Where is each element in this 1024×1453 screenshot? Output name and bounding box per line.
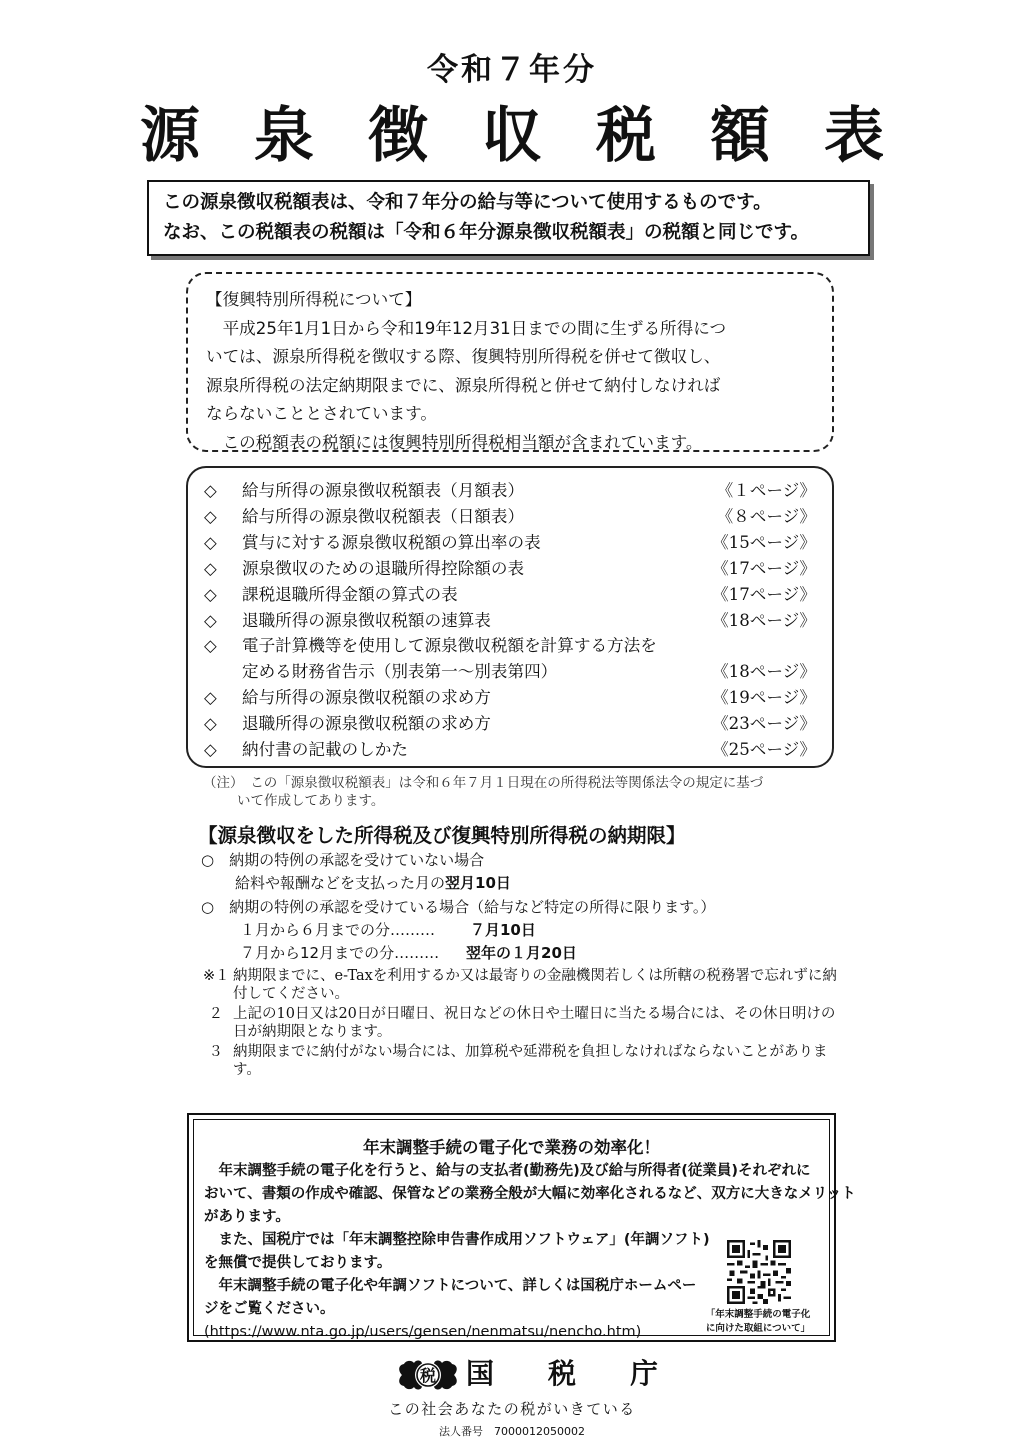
toc-item[interactable] bbox=[204, 685, 816, 711]
footnote bbox=[203, 1006, 843, 1041]
agency-char: 国 bbox=[466, 1357, 495, 1390]
qr-code-icon[interactable] bbox=[727, 1240, 791, 1304]
title-char: 徴 bbox=[368, 101, 428, 171]
toc-page: 《18ページ》 bbox=[712, 662, 816, 682]
note-prefix: （注） bbox=[203, 775, 237, 791]
diamond-icon: ◇ bbox=[204, 610, 217, 630]
reconstruction-tax-box bbox=[186, 272, 834, 452]
deadline-footnotes bbox=[203, 968, 843, 1082]
toc-item[interactable] bbox=[204, 737, 816, 763]
footnote-text: 納期限までに納付がない場合には、加算税や延滞税を負担しなければならないことがあります。 bbox=[233, 1044, 828, 1078]
legal-basis-note bbox=[203, 774, 763, 810]
reconstruction-tax-line: この税額表の税額には復興特別所得税相当額が含まれています。 bbox=[222, 432, 703, 452]
agency-char: 税 bbox=[547, 1357, 576, 1390]
toc-page: 《18ページ》 bbox=[712, 610, 816, 630]
toc-label: 定める財務省告示（別表第一～別表第四） bbox=[242, 662, 558, 682]
toc-item[interactable] bbox=[204, 530, 816, 556]
body-line: おいて、書類の作成や確認、保管などの業務全般が大幅に効率化されるなど、双方に大きなメリット bbox=[204, 1186, 856, 1202]
toc-page: 《17ページ》 bbox=[712, 584, 816, 604]
body-line: また、国税庁では「年末調整控除申告書作成用ソフトウェア」(年調ソフト) bbox=[204, 1232, 710, 1248]
toc-item[interactable] bbox=[204, 659, 816, 685]
toc-label: 給与所得の源泉徴収税額表（日額表） bbox=[242, 506, 525, 526]
qr-code-caption bbox=[694, 1308, 822, 1336]
footnote-text: 納期限までに、e-Taxを利用するか又は最寄りの金融機関若しくは所轄の税務署で忘れずに納付してください。 bbox=[233, 968, 837, 1002]
toc-page: 《23ページ》 bbox=[712, 714, 816, 734]
deadline-heading: 【源泉徴収をした所得税及び復興特別所得税の納期限】 bbox=[198, 824, 686, 847]
body-line: ジをご覧ください。 bbox=[204, 1301, 335, 1317]
agency-name bbox=[466, 1356, 658, 1392]
qr-caption-line: 「年末調整手続の電子化 bbox=[705, 1309, 811, 1320]
toc-label: 課税退職所得金額の算式の表 bbox=[242, 584, 458, 604]
reconstruction-tax-line: ならないこととされています。 bbox=[206, 404, 437, 424]
toc-item[interactable] bbox=[204, 504, 816, 530]
note-line: この「源泉徴収税額表」は令和６年７月１日現在の所得税法等関係法令の規定に基づ bbox=[250, 775, 764, 791]
toc-page: 《８ページ》 bbox=[716, 506, 816, 526]
deadline-period2-label: ７月から12月までの分……… bbox=[240, 944, 440, 962]
title-char: 税 bbox=[596, 101, 656, 171]
notice-line: なお、この税額表の税額は「令和６年分源泉徴収税額表」の税額と同じです。 bbox=[163, 222, 810, 243]
reconstruction-tax-line: 平成25年1月1日から令和19年12月31日までの間に生ずる所得につ bbox=[222, 318, 727, 338]
title-char: 表 bbox=[824, 101, 884, 171]
deadline-case1-detail-text: 給料や報酬などを支払った月の bbox=[235, 874, 446, 892]
footnote-number: ３ bbox=[208, 1044, 223, 1060]
toc-label: 賞与に対する源泉徴収税額の算出率の表 bbox=[242, 532, 541, 552]
diamond-icon: ◇ bbox=[204, 688, 217, 708]
diamond-icon: ◇ bbox=[204, 714, 217, 734]
reconstruction-tax-line: 源泉所得税の法定納期限までに、源泉所得税と併せて納付しなければ bbox=[206, 375, 721, 395]
agency-char: 庁 bbox=[629, 1357, 658, 1390]
toc-page: 《17ページ》 bbox=[712, 558, 816, 578]
deadline-case1-detail bbox=[235, 872, 511, 895]
deadline-case1: ○ 納期の特例の承認を受けていない場合 bbox=[201, 851, 485, 869]
toc-label: 退職所得の源泉徴収税額の速算表 bbox=[242, 610, 491, 630]
reconstruction-tax-line: いては、源泉所得税を徴収する際、復興特別所得税を併せて徴収し、 bbox=[206, 347, 721, 367]
toc-label: 電子計算機等を使用して源泉徴収税額を計算する方法を bbox=[242, 636, 657, 656]
title-char: 泉 bbox=[254, 101, 314, 171]
agency-slogan: この社会あなたの税がいきている bbox=[388, 1400, 636, 1418]
footnote-text: 上記の10日又は20日が日曜日、祝日などの休日や土曜日に当たる場合には、その休日明けの日が納期限となります。 bbox=[233, 1006, 836, 1040]
body-line: を無償で提供しております。 bbox=[204, 1255, 392, 1271]
diamond-icon: ◇ bbox=[204, 636, 217, 656]
toc-label: 納付書の記載のしかた bbox=[242, 740, 408, 760]
note-line: いて作成してあります。 bbox=[237, 793, 385, 809]
year-heading: 令和７年分 bbox=[427, 52, 597, 88]
toc-marker bbox=[204, 659, 242, 685]
body-line: 年末調整手続の電子化を行うと、給与の支払者(勤務先)及び給与所得者(従業員)それぞれに bbox=[204, 1163, 811, 1179]
diamond-icon: ◇ bbox=[204, 740, 217, 760]
footnote bbox=[203, 1044, 843, 1079]
footnote-number: ※１ bbox=[203, 968, 230, 984]
year-end-adjustment-title: 年末調整手続の電子化で業務の効率化！ bbox=[363, 1138, 660, 1157]
nta-logo-icon bbox=[396, 1357, 460, 1393]
notice-line: この源泉徴収税額表は、令和７年分の給与等について使用するものです。 bbox=[163, 192, 772, 213]
logo-char: 税 bbox=[419, 1366, 437, 1385]
toc-item[interactable] bbox=[204, 582, 816, 608]
deadline-case2-paren: （給与など特定の所得に限ります。） bbox=[469, 898, 716, 916]
deadline-case2 bbox=[201, 896, 715, 919]
corporate-number: 法人番号 7000012050002 bbox=[439, 1425, 585, 1438]
main-title bbox=[140, 103, 884, 169]
toc-item[interactable] bbox=[204, 556, 816, 582]
toc-page: 《25ページ》 bbox=[712, 740, 816, 760]
deadline-period2-due: 翌年の１月20日 bbox=[466, 944, 577, 962]
reconstruction-tax-heading: 【復興特別所得税について】 bbox=[206, 290, 422, 309]
title-char: 額 bbox=[710, 101, 770, 171]
toc-page: 《15ページ》 bbox=[712, 532, 816, 552]
diamond-icon: ◇ bbox=[204, 532, 217, 552]
deadline-next-month-10th: 翌月10日 bbox=[445, 874, 511, 892]
toc-item[interactable] bbox=[204, 608, 816, 634]
body-line: 年末調整手続の電子化や年調ソフトについて、詳しくは国税庁ホームペー bbox=[204, 1278, 697, 1294]
toc-page: 《19ページ》 bbox=[712, 688, 816, 708]
toc-item[interactable] bbox=[204, 711, 816, 737]
toc-item[interactable] bbox=[204, 633, 816, 659]
diamond-icon: ◇ bbox=[204, 558, 217, 578]
year-end-adjustment-box bbox=[187, 1113, 856, 1342]
footnote-number: ２ bbox=[208, 1006, 223, 1022]
deadline-period1-label: １月から６月までの分……… bbox=[240, 921, 436, 939]
toc-label: 給与所得の源泉徴収税額の求め方 bbox=[242, 688, 491, 708]
toc-label: 給与所得の源泉徴収税額表（月額表） bbox=[242, 481, 525, 500]
deadline-period1-due: ７月10日 bbox=[470, 921, 536, 939]
diamond-icon: ◇ bbox=[204, 506, 217, 526]
diamond-icon: ◇ bbox=[204, 481, 217, 500]
toc-page: 《１ページ》 bbox=[716, 481, 816, 500]
deadline-case2-label: ○ 納期の特例の承認を受けている場合 bbox=[201, 898, 470, 916]
body-line: があります。 bbox=[204, 1209, 290, 1225]
toc-item[interactable] bbox=[204, 478, 816, 504]
usage-notice-box bbox=[147, 180, 870, 256]
toc-label: 退職所得の源泉徴収税額の求め方 bbox=[242, 714, 491, 734]
toc-label: 源泉徴収のための退職所得控除額の表 bbox=[242, 558, 525, 578]
title-char: 源 bbox=[140, 101, 200, 171]
diamond-icon: ◇ bbox=[204, 584, 217, 604]
nencho-url-link[interactable]: (https://www.nta.go.jp/users/gensen/nenmatsu/nencho.htm) bbox=[204, 1324, 642, 1340]
footnote bbox=[203, 968, 843, 1003]
title-char: 収 bbox=[482, 101, 542, 171]
qr-caption-line: に向けた取組について」 bbox=[705, 1323, 811, 1334]
table-of-contents bbox=[186, 466, 834, 768]
